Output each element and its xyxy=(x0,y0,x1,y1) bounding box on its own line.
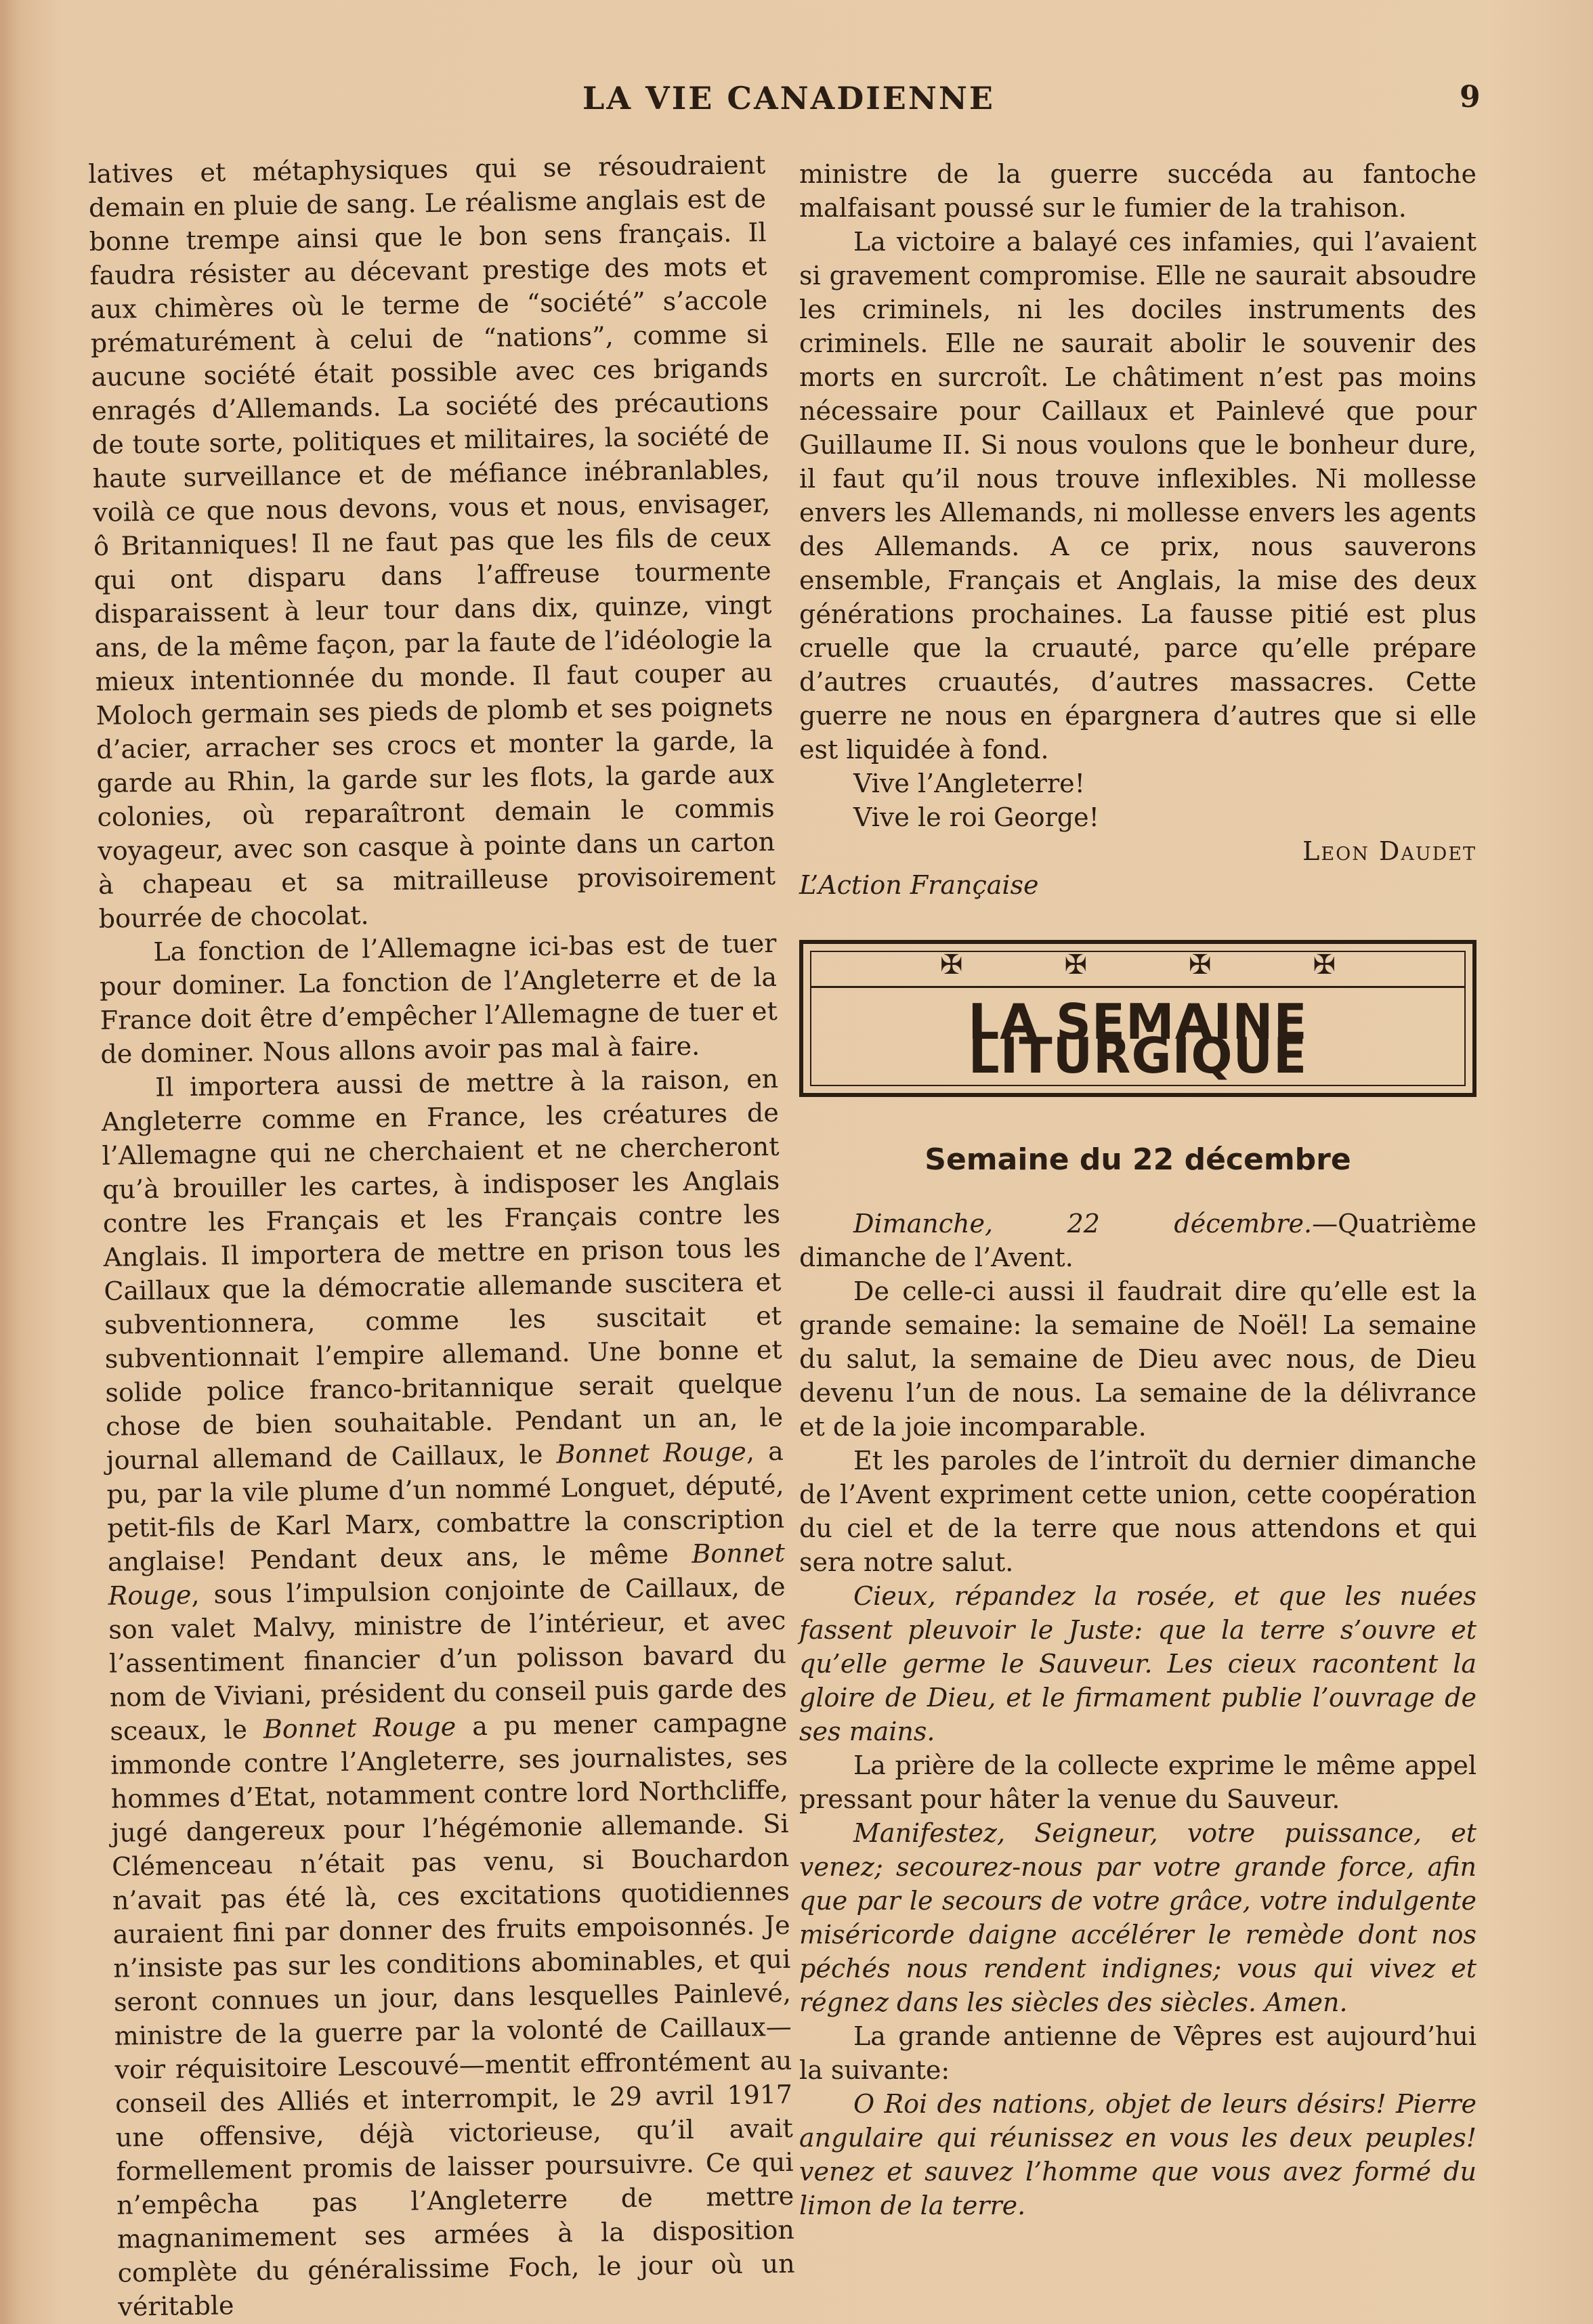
cross-icon: ✠ xyxy=(1064,949,1087,981)
right-column xyxy=(799,157,1477,2222)
text-run: —Quatrième dimanche de l’Avent. xyxy=(799,1209,1477,1272)
collect-prayer: Manifestez, Seigneur, votre puissance, et venez; secourez-nous par votre grande force, afin que par le secours de votre grâce, votre indulgente miséricorde daigne accélérer le remède dont nos péchés nous rendent indignes; vous qui vivez et régnez dans les siècles des siècles. Amen. xyxy=(799,1818,1477,2017)
right-paragraph-7: Et les paroles de l’introït du dernier dimanche de l’Avent expriment cette union, cette coopération du ciel et de la terre que nous attendons et qui sera notre salut. xyxy=(799,1446,1477,1577)
section-banner xyxy=(799,940,1477,1097)
cross-icon: ✠ xyxy=(939,949,963,981)
left-paragraph-3 xyxy=(101,1062,796,2324)
text-run: , a pu, par la vile plume d’un nommé Longuet, député, petit-fils de Karl Marx, combattre la conscription anglaise! Pendant deux ans, le même xyxy=(106,1436,785,1577)
vespers-antiphon: O Roi des nations, objet de leurs désirs! Pierre angulaire qui réunissez en vous les deux peuples! venez et sauvez l’homme que vous avez formé du limon de la terre. xyxy=(799,2089,1477,2220)
right-paragraph-1: ministre de la guerre succéda au fantoche malfaisant poussé sur le fumier de la trahison. xyxy=(799,159,1477,223)
left-column xyxy=(88,148,796,2324)
right-paragraph-4: Vive le roi George! xyxy=(853,802,1099,832)
introit-quote: Cieux, répandez la rosée, et que les nuées fassent pleuvoir le Juste: que la terre s’ouvre et qu’elle germe le Sauveur. Les cieux racontent la gloire de Dieu, et le firmament publie l’ouvrage de ses mains. xyxy=(799,1581,1477,1746)
right-paragraph-6: De celle-ci aussi il faudrait dire qu’elle est la grande semaine: la semaine de Noël! La semaine du salut, la semaine de Dieu avec nous, de Dieu devenu l’un de nous. La semaine de la délivrance et de la joie incomparable. xyxy=(799,1276,1477,1442)
author-signature: Leon Daudet xyxy=(1302,836,1477,866)
cross-icon: ✠ xyxy=(1189,949,1212,981)
week-heading: Semaine du 22 décembre xyxy=(925,1142,1351,1177)
cross-icon: ✠ xyxy=(1313,949,1336,981)
date-label: Dimanche, 22 décembre. xyxy=(853,1209,1313,1239)
page-number: 9 xyxy=(1460,80,1481,114)
banner-rule xyxy=(810,986,1466,988)
newspaper-title: Bonnet Rouge xyxy=(108,1537,786,1611)
right-paragraph-2: La victoire a balayé ces infamies, qui l’avaient si gravement compromise. Elle ne saurait absoudre les criminels, ni les dociles instruments des criminels. Elle ne saurait abolir le souvenir des morts en surcroît. Le châtiment n’est pas moins nécessaire pour Caillaux et Painlevé que pour Guillaume II. Si nous voulons que le bonheur dure, il faut qu’il nous trouve inflexibles. Ni mollesse envers les Allemands, ni mollesse envers les agents des Allemands. A ce prix, nous sauverons ensemble, Français et Anglais, la mise des deux générations prochaines. La fausse pitié est plus cruelle que la cruauté, parce qu’elle prépare d’autres cruautés, d’autres massacres. Cette guerre ne nous en épargnera d’autres que si elle est liquidée à fond. xyxy=(799,227,1477,765)
left-paragraph-2: La fonction de l’Allemagne ici-bas est de tuer pour dominer. La fonction de l’Angleterre et de la France doit être d’empêcher l’Allemagne de tuer et de dominer. Nous allons avoir pas mal à faire. xyxy=(99,928,778,1069)
right-paragraph-5 xyxy=(799,1207,1477,1274)
left-paragraph-1: latives et métaphysiques qui se résoudraient demain en pluie de sang. Le réalisme anglais est de bonne trempe ainsi que le bon sens français. Il faudra résister au décevant prestige des mots et aux chimères où le terme de “société” s’accole prématurément à celui de “nations”, comme si aucune société était possible avec ces brigands enragés d’Allemands. La société des précautions de toute sorte, politiques et militaires, la société de haute surveillance et de méfiance inébranlables, voilà ce que nous devons, vous et nous, envisager, ô Britanniques! Il ne faut pas que les fils de ceux qui ont disparu dans l’affreuse tourmente disparaissent à leur tour dans dix, quinze, vingt ans, de la même façon, par la faute de l’idéologie la mieux intentionnée du monde. Il faut couper au Moloch germain ses pieds de plomb et ses poignets d’acier, arracher ses crocs et monter la garde, la garde au Rhin, la garde sur les flots, la garde aux colonies, où reparaîtront demain le commis voyageur, avec son casque à pointe dans un carton à chapeau et sa mitrailleuse provisoirement bourrée de chocolat. xyxy=(88,150,776,934)
right-paragraph-8: La prière de la collecte exprime le même appel pressant pour hâter la venue du Sauveur. xyxy=(799,1750,1477,1814)
text-run: , sous l’impulsion conjointe de Caillaux, de son valet Malvy, ministre de l’intérieur, et avec l’assentiment financier d’un polisson bavard du nom de Viviani, président du conseil puis garde des sceaux, le xyxy=(108,1571,787,1746)
text-run: a pu mener campagne immonde contre l’Angleterre, ses journalistes, ses hommes d’Etat, notamment contre lord Northcliffe, jugé dangereux pour l’hégémonie allemande. Si Clémenceau n’était pas venu, si Bouchardon n’avait pas été là, ces excitations quotidiennes auraient fini par donner des fruits empoisonnés. Je n’insiste pas sur les conditions abominables, et qui seront connues un jour, dans lesquelles Painlevé, ministre de la guerre par la volonté de Caillaux—voir réquisitoire Lescouvé—mentit effrontément au conseil des Alliés et interrompit, le 29 avril 1917 une offensive, déjà victorieuse, qu’il avait formellement promis de laisser poursuivre. Ce qui n’empêcha pas l’Angleterre de mettre magnanimement ses armées à la disposition complète du généralissime Foch, le jour où un véritable xyxy=(110,1706,795,2322)
newspaper-title: Bonnet Rouge xyxy=(263,1711,456,1744)
running-head xyxy=(0,80,1593,121)
newspaper-title: Bonnet Rouge xyxy=(556,1436,747,1469)
running-title: LA VIE CANADIENNE xyxy=(582,80,995,116)
text-run: Il importera aussi de mettre à la raison, en Angleterre comme en France, les créatures de l’Allemagne qui ne cherchaient et ne chercheront qu’à brouiller les cartes, à indisposer les Anglais contre les Français et les Français contre les Anglais. Il importera de mettre en prison tous les Caillaux que la démocratie allemande suscitera et subventionnera, comme les suscitait et subventionnait l’empire allemand. Une bonne et solide police franco-britannique serait quelque chose de bien souhaitable. Pendant un an, le journal allemand de Caillaux, le xyxy=(101,1063,784,1476)
section-title: LA SEMAINE LITURGIQUE xyxy=(968,993,1308,1084)
banner-crosses xyxy=(803,948,1472,982)
source-credit: L’Action Française xyxy=(799,870,1039,900)
right-paragraph-3: Vive l’Angleterre! xyxy=(853,769,1085,798)
right-paragraph-9: La grande antienne de Vêpres est aujourd’hui la suivante: xyxy=(799,2021,1477,2085)
